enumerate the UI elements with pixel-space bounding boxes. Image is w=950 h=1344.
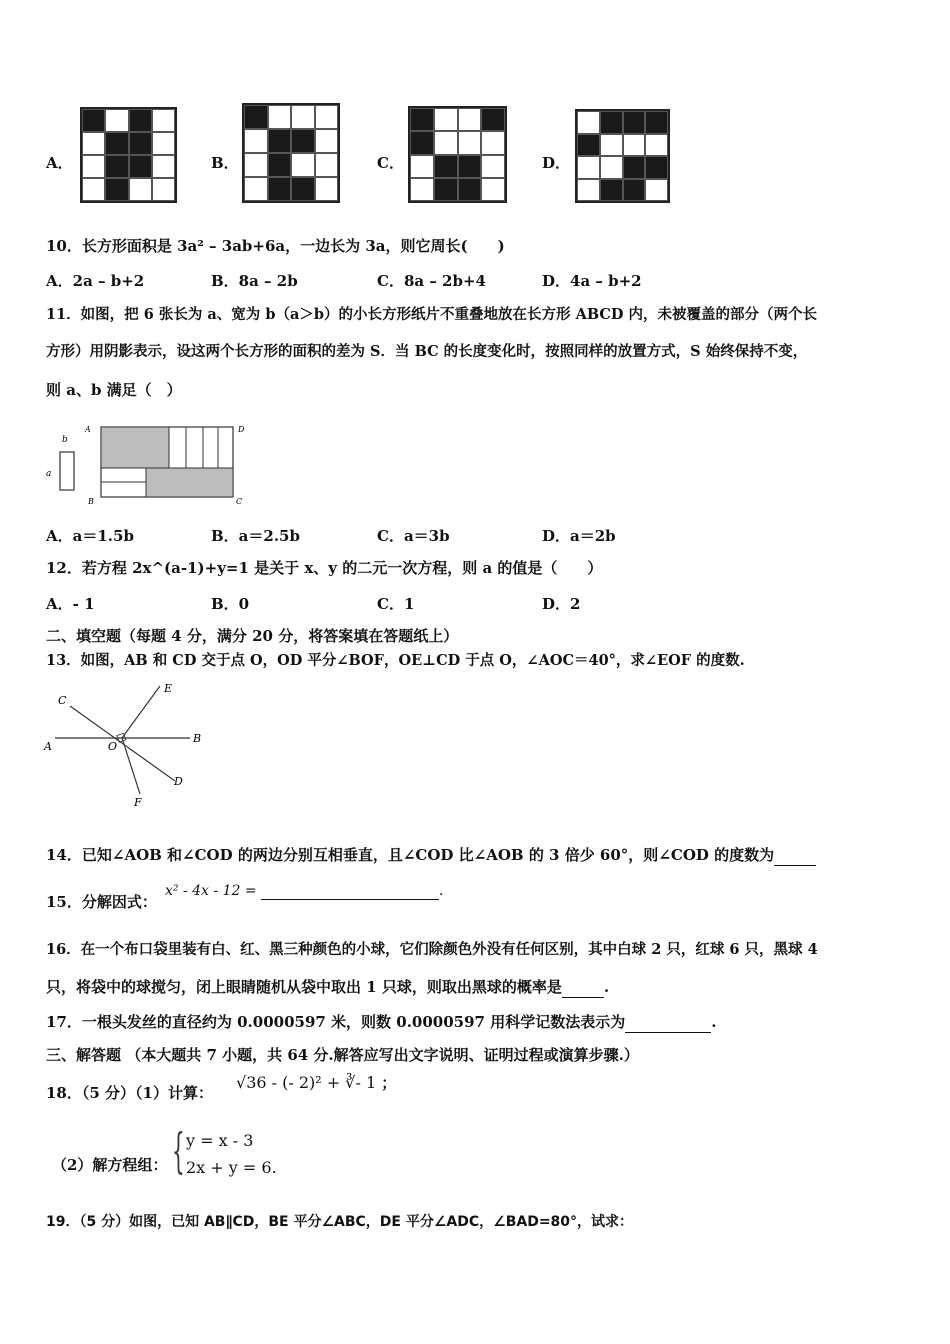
grid-cell: [244, 177, 268, 201]
q17-text: 17．一根头发丝的直径约为 0.0000597 米，则数 0.0000597 用科学记数法表示为: [46, 1013, 626, 1031]
q12-option-d: D．2: [542, 595, 581, 613]
grid-cell: [600, 179, 623, 202]
q13-figure: [40, 676, 210, 816]
grid-cell: [434, 108, 458, 131]
grid-cell: [600, 156, 623, 179]
grid-cell: [129, 132, 152, 155]
grid-cell: [268, 153, 292, 177]
q17-answer-blank[interactable]: [625, 1012, 711, 1033]
brace-icon: {: [172, 1121, 185, 1179]
q16-line2: [46, 977, 609, 998]
grid-cell: [244, 129, 268, 153]
grid-cell: [105, 178, 128, 201]
q10-option-b: B．8a – 2b: [211, 272, 298, 290]
grid-cell: [577, 156, 600, 179]
grid-cell: [458, 131, 482, 154]
grid-cell: [291, 129, 315, 153]
grid-cell: [645, 111, 668, 134]
grid-cell: [129, 178, 152, 201]
q10-option-a: A．2a – b+2: [46, 272, 145, 290]
q10-option-d: D．4a – b+2: [542, 272, 642, 290]
q9-option-a-grid: [80, 107, 177, 203]
q13-label-C: C: [58, 694, 67, 707]
grid-cell: [410, 155, 434, 178]
grid-cell: [645, 179, 668, 202]
q10-stem: 10．长方形面积是 3a² – 3ab+6a，一边长为 3a，则它周长( ): [46, 237, 505, 255]
q16-answer-blank[interactable]: [562, 977, 604, 998]
grid-cell: [129, 109, 152, 132]
grid-cell: [268, 177, 292, 201]
grid-cell: [434, 131, 458, 154]
grid-cell: [105, 109, 128, 132]
grid-cell: [577, 134, 600, 157]
grid-cell: [623, 111, 646, 134]
q15-answer-blank[interactable]: [261, 883, 439, 900]
q13-label-F: F: [134, 796, 142, 809]
q11-line1: 11．如图，把 6 张长为 a、宽为 b（a＞b）的小长方形纸片不重叠地放在长方形 ABCD 内，未被覆盖的部分（两个长: [46, 306, 818, 323]
q13-label-O: O: [108, 740, 118, 753]
q18-part2: （2）解方程组：: [52, 1156, 168, 1174]
q13-label-E: E: [164, 682, 173, 695]
q11-label-D: D: [238, 425, 245, 434]
grid-cell: [600, 111, 623, 134]
grid-cell: [458, 108, 482, 131]
q10-option-c: C．8a – 2b+4: [377, 272, 486, 290]
q12-stem: 12．若方程 2x^(a-1)+y=1 是关于 x、y 的二元一次方程，则 a 的值是（ ）: [46, 559, 603, 577]
q14-answer-blank[interactable]: [774, 845, 816, 866]
q13-label-D: D: [174, 775, 183, 788]
grid-cell: [291, 177, 315, 201]
q9-option-c-label: C．: [377, 154, 404, 172]
q9-option-d-label: D．: [542, 154, 571, 172]
grid-cell: [315, 153, 339, 177]
grid-cell: [577, 179, 600, 202]
q18-dot: .: [271, 1158, 277, 1177]
q18-eq2-text: 2x + y = 6: [186, 1158, 272, 1177]
q11-figure: [40, 420, 260, 510]
grid-cell: [645, 134, 668, 157]
grid-cell: [82, 109, 105, 132]
grid-cell: [152, 109, 175, 132]
grid-cell: [105, 132, 128, 155]
grid-cell: [244, 153, 268, 177]
grid-cell: [82, 155, 105, 178]
q12-option-a: A．- 1: [46, 595, 95, 613]
q11-line2: 方形）用阴影表示，设这两个长方形的面积的差为 S．当 BC 的长度变化时，按照同样的放置方式，S 始终保持不变，: [46, 343, 808, 360]
grid-cell: [623, 179, 646, 202]
q11-label-C: C: [236, 497, 243, 506]
grid-cell: [82, 178, 105, 201]
q13-stem: 13．如图，AB 和 CD 交于点 O，OD 平分∠BOF，OE⊥CD 于点 O，∠AOC＝40°，求∠EOF 的度数.: [46, 652, 745, 669]
section-3-heading: 三、解答题 （本大题共 7 小题，共 64 分.解答应写出文字说明、证明过程或演算步骤.）: [46, 1046, 639, 1064]
q17-stem: [46, 1012, 716, 1033]
grid-cell: [577, 111, 600, 134]
grid-cell: [481, 131, 505, 154]
grid-cell: [458, 155, 482, 178]
q15-expression: [165, 883, 443, 900]
q14-text: 14．已知∠AOB 和∠COD 的两边分别互相垂直，且∠COD 比∠AOB 的 3 倍少 60°，则∠COD 的度数为: [46, 846, 775, 864]
q12-option-c: C．1: [377, 595, 415, 613]
q18-part1: 18．（5 分）（1）计算：: [46, 1084, 213, 1102]
q11-label-A: A: [85, 425, 91, 434]
grid-cell: [434, 155, 458, 178]
grid-cell: [152, 178, 175, 201]
q11-option-d: D．a＝2b: [542, 527, 616, 545]
grid-cell: [129, 155, 152, 178]
grid-cell: [481, 108, 505, 131]
q16-line1: 16．在一个布口袋里装有白、红、黑三种颜色的小球，它们除颜色外没有任何区别，其中白球 2 只，红球 6 只，黑球 4: [46, 941, 818, 958]
q11-option-b: B．a＝2.5b: [211, 527, 300, 545]
grid-cell: [152, 132, 175, 155]
q13-label-B: B: [193, 732, 202, 745]
q16-line2-text: 只，将袋中的球搅匀，闭上眼睛随机从袋中取出 1 只球，则取出黑球的概率是: [46, 978, 562, 996]
q13-label-A: A: [44, 740, 52, 753]
grid-cell: [268, 129, 292, 153]
q11-label-b: b: [62, 435, 68, 445]
grid-cell: [458, 178, 482, 201]
grid-cell: [268, 105, 292, 129]
q15-suffix: .: [439, 883, 444, 899]
q9-option-d-grid: [575, 109, 670, 203]
grid-cell: [481, 178, 505, 201]
grid-cell: [410, 131, 434, 154]
q18-eq2: [186, 1158, 277, 1177]
grid-cell: [82, 132, 105, 155]
grid-cell: [410, 108, 434, 131]
q19-stem: 19．（5 分）如图，已知 AB∥CD，BE 平分∠ABC，DE 平分∠ADC，∠BAD=80°，试求：: [46, 1214, 634, 1230]
q16-suffix: .: [603, 978, 610, 996]
q9-option-b-label: B．: [211, 154, 239, 172]
q11-label-a: a: [46, 469, 52, 479]
q18-eq1: y = x - 3: [186, 1131, 254, 1150]
grid-cell: [152, 155, 175, 178]
q15-prefix: 15．分解因式：: [46, 893, 157, 911]
grid-cell: [291, 153, 315, 177]
grid-cell: [291, 105, 315, 129]
grid-cell: [105, 155, 128, 178]
grid-cell: [315, 177, 339, 201]
q15-expr-text: x² - 4x - 12 =: [165, 883, 257, 899]
q11-option-a: A．a＝1.5b: [46, 527, 134, 545]
grid-cell: [623, 156, 646, 179]
q18-expr1: √36 - (- 2)² + ∛- 1: [236, 1073, 377, 1092]
q14-stem: [46, 845, 816, 866]
q17-suffix: .: [711, 1013, 717, 1031]
grid-cell: [623, 134, 646, 157]
grid-cell: [645, 156, 668, 179]
q9-option-b-grid: [242, 103, 340, 203]
q9-option-c-grid: [408, 106, 507, 203]
grid-cell: [315, 129, 339, 153]
q12-option-b: B．0: [211, 595, 250, 613]
q18-sep: ；: [381, 1074, 397, 1092]
q11-line3: 则 a、b 满足（ ）: [46, 381, 182, 399]
grid-cell: [600, 134, 623, 157]
grid-cell: [434, 178, 458, 201]
section-2-heading: 二、填空题（每题 4 分，满分 20 分，将答案填在答题纸上）: [46, 627, 459, 645]
grid-cell: [410, 178, 434, 201]
q11-option-c: C．a＝3b: [377, 527, 450, 545]
q11-label-B: B: [88, 497, 94, 506]
grid-cell: [315, 105, 339, 129]
q18-expression: [236, 1072, 396, 1093]
grid-cell: [244, 105, 268, 129]
q9-option-a-label: A．: [46, 154, 73, 172]
grid-cell: [481, 155, 505, 178]
